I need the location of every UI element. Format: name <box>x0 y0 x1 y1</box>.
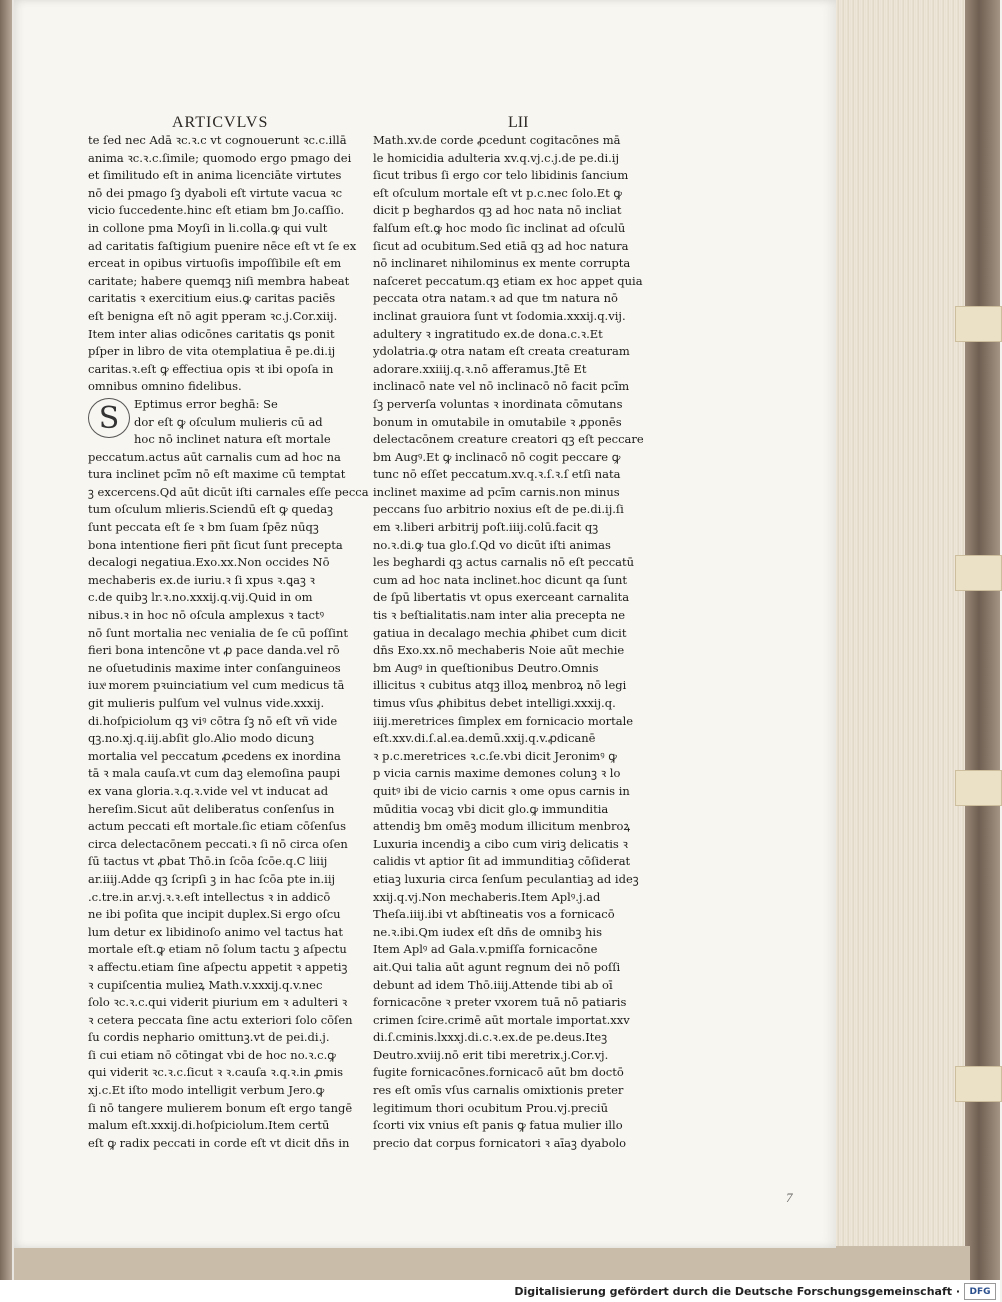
text-line: anima ꝛc.ꝛ.c.ſimile; quomodo ergo pmago dei <box>88 150 352 165</box>
text-line: adorare.xxiiij.q.ꝛ.nō afferamus.Jtē Et <box>373 361 587 376</box>
text-line: les beghardi qꝫ actus carnalis nō eſt peccatū <box>373 555 635 570</box>
text-line: Theſa.iiij.ibi vt abſtineatis vos a fornicacō <box>373 907 615 922</box>
text-line: attendiꝫ bm omēꝫ modum illicitum menbroꝝ <box>373 819 631 834</box>
text-line: etiaꝫ luxuria circa ſenſum peculantiaꝫ ad ideꝫ <box>373 871 639 886</box>
text-line: ſi cui etiam nō cōtingat vbi de hoc no.ꝛ.c.ꝙ <box>88 1047 336 1062</box>
text-line: ſicut ad ocubitum.Sed etiā qꝫ ad hoc natura <box>373 238 629 253</box>
text-line: tis ꝛ beſtialitatis.nam inter alia precepta ne <box>373 608 626 623</box>
text-line: cum ad hoc nata inclinet.hoc dicunt qa ſunt <box>373 572 628 587</box>
text-line: ꝛ affectu.etiam ſine aſpectu appetit ꝛ appetiꝫ <box>88 959 348 974</box>
text-line: tura inclinet pcīm nō eſt maxime cū temptat <box>88 467 346 482</box>
paper-tab <box>955 306 1002 342</box>
folio-number: LII <box>508 114 529 131</box>
text-line: qui viderit ꝛc.ꝛ.c.ſicut ꝛ ꝛ.cauſa ꝛ.q.ꝛ.in ꝓmis <box>88 1065 344 1080</box>
text-line: Item Aplꝰ ad Gala.v.pmiſſa fornicacōne <box>373 942 598 957</box>
text-line: ſunt peccata eſt ſe ꝛ bm ſuam ſpēz nūqꝫ <box>88 520 319 535</box>
text-line: nō inclinaret nihilominus ex mente corrupta <box>373 256 631 271</box>
text-line: tā ꝛ mala cauſa.vt cum daꝫ elemoſina paupi <box>88 766 341 781</box>
text-line: eſt oſculum mortale eſt vt p.c.nec ſolo.Et ꝙ <box>373 185 623 200</box>
text-line: calidis vt aptior ſit ad immunditiaꝫ cōſiderat <box>373 854 631 869</box>
text-line: mortale eſt.ꝙ etiam nō ſolum tactu ꝫ aſpectu <box>88 942 347 957</box>
text-line: hoc nō inclinet natura eſt mortale <box>134 432 331 447</box>
text-line: .c.tre.in ar.vj.ꝛ.ꝛ.eſt intellectus ꝛ in addicō <box>88 889 331 904</box>
text-line: xxij.q.vj.Non mechaberis.Item Aplꝰ.j.ad <box>373 889 601 904</box>
text-line: inclinacō nate vel nō inclinacō nō facit pcīm <box>373 379 630 394</box>
text-line: fugite fornicacōnes.fornicacō aūt bm doctō <box>373 1065 624 1080</box>
text-line: Deutro.xviij.nō erit tibi meretrix.j.Cor.vj. <box>373 1047 609 1062</box>
text-line: ar.iiij.Adde qꝫ ſcripſi ꝫ in hac ſcōa pte in.iij <box>88 871 336 886</box>
text-line: dor eſt ꝙ oſculum mulieris cū ad <box>134 414 323 429</box>
text-line: ſi nō tangere mulierem bonum eſt ergo tangē <box>88 1100 353 1115</box>
text-line: ne.ꝛ.ibi.Qm iudex eſt dn̄s de omnibꝫ his <box>373 924 603 939</box>
text-line: de ſpū libertatis vt opus exerceant carnalita <box>373 590 630 605</box>
text-line: tum oſculum mlieris.Sciendū eſt ꝙ quedaꝫ <box>88 502 333 517</box>
text-line: peccatum.actus aūt carnalis cum ad hoc na <box>88 449 341 464</box>
text-line: in collone pma Moyſi in li.colla.ꝙ qui vult <box>88 220 328 235</box>
text-line: caritas.ꝛ.eſt ꝙ effectiua opis ꝛt ibi opoſa in <box>88 361 334 376</box>
text-line: adultery ꝛ ingratitudo ex.de dona.c.ꝛ.Et <box>373 326 603 341</box>
text-line: ꝛ p.c.meretrices ꝛ.c.ſe.vbi dicit Jeronimꝰ ꝙ <box>373 748 617 763</box>
text-line: di.ſ.cminis.lxxxj.di.c.ꝛ.ex.de pe.deus.Iteꝫ <box>373 1030 608 1045</box>
text-line: erceat in opibus virtuoſis impoſſibile eſt em <box>88 256 342 271</box>
text-line: crimen ſcire.crimē aūt mortale importat.xxv <box>373 1012 630 1027</box>
left-text-column <box>88 132 369 1152</box>
text-line: le homicidia adulteria xv.q.vj.c.j.de pe.di.ij <box>373 150 620 165</box>
text-line: inclinet maxime ad pcīm carnis.non minus <box>373 484 620 499</box>
text-line: di.hoſpiciolum qꝫ viꝰ cōtra ſꝫ nō eſt vñ vide <box>88 713 338 728</box>
text-line: tunc nō eſſet peccatum.xv.q.ꝛ.ſ.ꝛ.ſ etſi nata <box>373 467 621 482</box>
text-line: te ſed nec Adā ꝛc.ꝛ.c vt cognouerunt ꝛc.c.illā <box>88 133 347 147</box>
text-line: dn̄s Exo.xx.nō mechaberis Noie aūt mechie <box>373 643 625 658</box>
text-line: ſū tactus vt ꝓbat Thō.in ſcōa ſcōe.q.C liiij <box>88 854 328 869</box>
text-line: legitimum thori ocubitum Prou.vj.preciū <box>373 1100 609 1115</box>
text-line: mechaberis ex.de iuriu.ꝛ ſi xpus ꝛ.ꝗaꝫ ꝛ <box>88 572 315 587</box>
text-line: nibus.ꝛ in hoc nō oſcula amplexus ꝛ tactꝰ <box>88 608 324 623</box>
text-line: actum peccati eſt mortale.ſic etiam cōſenſus <box>88 819 346 834</box>
text-line: Item inter alias odicōnes caritatis ꝗs ponit <box>88 326 335 341</box>
page-edges <box>820 0 970 1265</box>
text-line: circa delectacōnem peccati.ꝛ ſi nō circa oſen <box>88 836 348 851</box>
text-line: nō dei pmago ſꝫ dyaboli eſt virtute vacua ꝛc <box>88 185 343 200</box>
text-line: eſt ꝙ radix peccati in corde eſt vt dicit dn̄s in <box>88 1135 350 1150</box>
text-line: peccans ſuo arbitrio noxius eſt de pe.di.ij.ſi <box>373 502 624 517</box>
text-line: ꝫ excercens.Qd aūt dicūt iſti carnales eſſe pecca <box>88 484 369 499</box>
text-line: bona intentione fieri pñt ſicut ſunt precepta <box>88 537 343 552</box>
text-line: iuxͣ morem pꝛuinciatium vel cum medicus tā <box>88 678 345 693</box>
text-line: bonum in omutabile in omutabile ꝛ ꝓponēs <box>373 414 622 429</box>
text-line: quitꝰ ibi de vicio carnis ꝛ ome opus carnis in <box>373 783 630 798</box>
text-line: peccata otra natam.ꝛ ad que tm natura nō <box>373 291 618 306</box>
page-bottom-edge <box>14 1246 970 1280</box>
running-header: ARTICVLVS <box>172 114 269 131</box>
text-line: falſum eſt.ꝙ hoc modo ſic inclinat ad oſculū <box>373 220 626 235</box>
text-line: vicio ſuccedente.hinc eſt etiam bm Jo.caſſio. <box>88 203 345 218</box>
text-line: ſolo ꝛc.ꝛ.c.qui viderit piurium em ꝛ adulteri ꝛ <box>88 995 348 1010</box>
paper-tab <box>955 770 1002 806</box>
text-line: bm Augꝰ.Et ꝙ inclinacō nō cogit peccare ꝙ <box>373 449 621 464</box>
text-line: Eptimus error beghā: Se <box>134 396 278 411</box>
text-line: ydolatria.ꝙ otra natam eſt creata creaturam <box>373 344 630 359</box>
text-line: illicitus ꝛ cubitus atqꝫ illoꝝ menbroꝝ nō legi <box>373 678 627 693</box>
text-line: decalogi negatiua.Exo.xx.Non occides Nō <box>88 555 330 570</box>
text-line: c.de quibꝫ lr.ꝛ.no.xxxij.q.vij.Quid in om <box>88 590 313 605</box>
text-line: res eſt omīs vſus carnalis omixtionis preter <box>373 1083 624 1098</box>
text-line: eſt benigna eſt nō agit pperam ꝛc.j.Cor.xiij. <box>88 308 338 323</box>
text-line: delectacōnem creature creatori qꝫ eſt peccare <box>373 432 644 447</box>
text-line: ad caritatis faſtigium puenire nēce eſt vt ſe ex <box>88 238 357 253</box>
text-line: ait.Qui talia aūt agunt regnum dei nō poſſi <box>373 959 621 974</box>
text-line: em ꝛ.liberi arbitrij poſt.iiij.colū.facit qꝫ <box>373 520 599 535</box>
text-line: ex vana gloria.ꝛ.q.ꝛ.vide vel vt inducat ad <box>88 783 329 798</box>
text-line: gatiua in decalago mechia ꝓhibet cum dicit <box>373 625 627 640</box>
text-line: ſꝫ perverſa voluntas ꝛ inordinata cōmutans <box>373 396 623 411</box>
decorated-initial: S <box>88 398 130 438</box>
text-line: malum eſt.xxxij.di.hoſpiciolum.Item certū <box>88 1118 330 1133</box>
text-line: mūditia vocaꝫ vbi dicit glo.ꝙ immunditia <box>373 801 609 816</box>
text-line: iiij.meretrices ſimplex em fornicacio mortale <box>373 713 634 728</box>
text-line: bm Augꝰ in queſtionibus Deutro.Omnis <box>373 660 599 675</box>
text-line: dicit p beghardos qꝫ ad hoc nata nō incliat <box>373 203 622 218</box>
text-line: debunt ad idem Thō.iiij.Attende tibi ab oī <box>373 977 613 992</box>
text-line: hereſim.Sicut aūt deliberatus conſenſus in <box>88 801 335 816</box>
text-line: ſu cordis nephario omittunꝫ.vt de pei.di.j. <box>88 1030 330 1045</box>
text-line: caritate; habere quemqꝫ niſi membra habeat <box>88 273 350 288</box>
text-line: ne ibi poſita que incipit duplex.Si ergo oſcu <box>88 907 341 922</box>
text-line: no.ꝛ.di.ꝙ tua glo.ſ.Qd vo dicūt iſti animas <box>373 537 611 552</box>
text-line: naſceret peccatum.qꝫ etiam ex hoc appet quia <box>373 273 643 288</box>
text-line: Math.xv.de corde ꝓcedunt cogitacōnes mā <box>373 133 621 147</box>
right-text-column <box>373 132 644 1152</box>
text-line: Luxuria incendiꝫ a cibo cum viriꝫ delicatis ꝛ <box>373 836 628 851</box>
text-line: lum detur ex libidinoſo animo vel tactus hat <box>88 924 343 939</box>
text-line: et ſimilitudo eſt in anima licenciāte virtutes <box>88 168 342 183</box>
text-line: ſicut tribus ſi ergo cor telo libidinis ſancium <box>373 168 629 183</box>
text-line: inclinat grauiora ſunt vt ſodomia.xxxij.q.vij. <box>373 308 626 323</box>
dfg-logo: DFG <box>964 1283 996 1300</box>
text-line: pſper in libro de vita otemplatiua ē pe.di.ij <box>88 344 336 359</box>
paper-tab <box>955 555 1002 591</box>
text-line: caritatis ꝛ exercitium eius.ꝙ caritas paciēs <box>88 291 336 306</box>
paper-tab <box>955 1066 1002 1102</box>
text-line: timus vſus ꝓhibitus debet intelligi.xxxij.q. <box>373 696 616 710</box>
text-line: git mulieris pulſum vel vulnus vide.xxxij. <box>88 696 325 710</box>
text-line: nō ſunt mortalia nec venialia de ſe cū poſſint <box>88 625 348 640</box>
funding-credit: Digitalisierung gefördert durch die Deutsche Forschungsgemeinschaft · <box>514 1285 960 1298</box>
text-line: ne oſuetudinis maxime inter conſanguineos <box>88 660 341 675</box>
book-cover-left <box>0 0 12 1280</box>
text-line: omnibus omnino fidelibus. <box>88 379 242 394</box>
text-line: xj.c.Et iſto modo intelligit verbum Jero.ꝙ <box>88 1083 325 1098</box>
text-line: ꝛ cetera peccata ſine actu exteriori ſolo cōſen <box>88 1012 353 1027</box>
footer-bar <box>0 1280 1000 1302</box>
text-line: precio dat corpus fornicatori ꝛ aīaꝫ dyabolo <box>373 1135 627 1150</box>
text-line: mortalia vel peccatum ꝓcedens ex inordina <box>88 748 341 763</box>
pencil-folio-mark: 7 <box>786 1190 793 1205</box>
text-line: fornicacōne ꝛ preter vxorem tuā nō patiaris <box>373 995 627 1010</box>
text-line: eſt.xxv.di.ſ.al.ea.demū.xxij.q.v.ꝓdicanē <box>373 731 596 746</box>
text-line: p vicia carnis maxime demones colunꝫ ꝛ lo <box>373 766 621 781</box>
text-line: ꝛ cupiſcentia mulieꝝ Math.v.xxxij.q.v.nec <box>88 977 323 992</box>
text-line: qꝫ.no.xj.q.iij.abſit glo.Alio modo dicunꝫ <box>88 731 315 746</box>
text-line: fieri bona intencōne vt ꝓ pace danda.vel rō <box>88 643 340 658</box>
text-line: ſcorti vix vnius eſt panis ꝙ fatua mulier illo <box>373 1118 623 1133</box>
